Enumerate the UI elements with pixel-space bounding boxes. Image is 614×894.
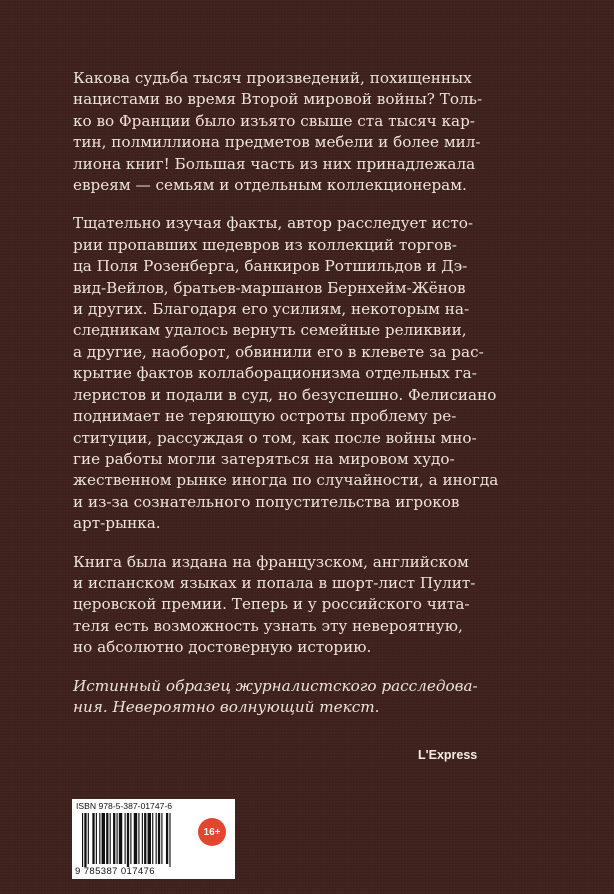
text-line: а другие, наоборот, обвинили его в клевете за рас- [73,342,484,361]
barcode-bar [84,813,86,867]
barcode-bar [152,813,153,864]
paragraph-1 [73,68,483,196]
text-line: жественном рынке иногда по случайности, а иногда [73,471,499,490]
text-line: гие работы могли затеряться на мировом худо- [73,449,455,468]
barcode-bar [148,813,151,864]
paragraph-3 [73,552,483,659]
barcode-bar [144,813,146,864]
barcode-bar [156,813,157,864]
back-cover-blurb [73,68,499,735]
quote-source: L'Express [418,748,478,762]
barcode-bar [119,813,122,864]
barcode-bar [166,813,168,864]
barcode-bar [117,813,118,864]
barcode-bar [130,813,131,864]
barcode-bar [169,813,170,867]
text-line: Тщательно изучая факты, автор расследует исто- [73,214,474,233]
barcode-bar [99,813,100,864]
barcode-bar [106,813,108,864]
press-quote [73,676,483,719]
text-line: теля есть возможность узнать эту невероятную, [73,616,463,635]
barcode-bar [125,813,126,864]
barcode-bar [110,813,111,864]
text-line: но абсолютно достоверную историю. [73,638,372,657]
text-line: вид-Вейлов, братьев-маршанов Бернхейм-Жёнов [73,278,466,297]
barcode-bar [138,813,139,864]
barcode-bar [142,813,143,864]
text-line: евреям — семьям и отдельным коллекционерам. [73,176,467,195]
text-line: леристов и подали в суд, но безуспешно. Фелисиано [73,385,497,404]
text-line: и испанском языках и попала в шорт-лист Пулит- [73,573,476,592]
text-line: лиона книг! Большая часть из них принадлежала [73,154,476,173]
barcode-bar [127,813,129,867]
text-line: церовской премии. Теперь и у российского чита- [73,595,470,614]
barcode-bar [134,813,137,864]
text-line: крытие фактов коллаборационизма отдельных га- [73,364,477,383]
text-line: и из-за сознательного попустительства игроков [73,492,460,511]
barcode-bar [161,813,162,864]
text-line: и других. Благодаря его усилиям, некоторым на- [73,300,470,319]
text-line: ституции, рассуждая о том, как после войны мно- [73,428,477,447]
text-line: арт-рынка. [73,514,161,533]
age-rating-badge: 16+ [198,818,226,846]
text-line: тин, полмиллиона предметов мебели и более мил- [73,133,481,152]
text-line: рии пропавших шедевров из коллекций торгов- [73,235,457,254]
text-line: ца Поля Розенберга, банкиров Ротшильдов и Дэ- [73,257,468,276]
barcode-bar [88,813,89,864]
barcode-bar [113,813,115,864]
text-line: следникам удалось вернуть семейные реликвии, [73,321,467,340]
text-line: Книга была издана на французском, английском [73,552,469,571]
text-line: Какова судьба тысяч произведений, похищенных [73,69,472,87]
barcode-bar [92,813,94,864]
text-line: нацистами во время Второй мировой войны? Толь- [73,90,483,109]
barcode-bar [96,813,97,864]
isbn-number: ISBN 978-5-387-01747-6 [76,801,173,811]
barcode-digits: 9 785387 017476 [75,866,155,877]
barcode-bar [102,813,105,864]
text-line: ко во Франции было изъято свыше ста тысяч кар- [73,111,475,130]
text-line: поднимает не теряющую остроты проблему ре- [73,407,457,426]
barcode-bar [158,813,160,864]
paragraph-2 [73,213,499,534]
barcode-bar [82,813,83,867]
quote-line: ния. Невероятно волнующий текст. [73,697,380,716]
quote-line: Истинный образец журналистского расследова- [73,676,478,695]
